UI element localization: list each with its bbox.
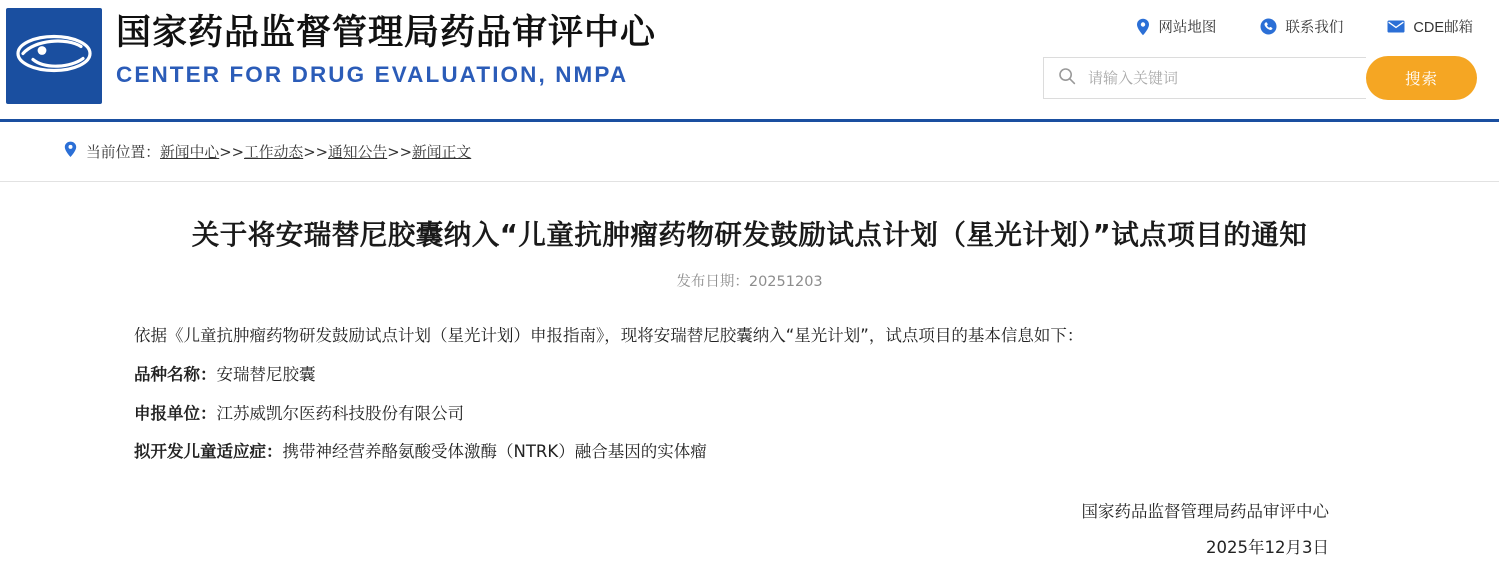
top-link-label: 网站地图 xyxy=(1158,20,1217,36)
article-body xyxy=(64,317,1435,472)
signature-date: 2025年12月3日 xyxy=(1206,538,1329,558)
publish-date-label: 发布日期： xyxy=(676,274,749,290)
mail-icon xyxy=(1387,20,1405,33)
field-key: 拟开发儿童适应症： xyxy=(134,442,283,462)
search-box[interactable] xyxy=(1043,57,1366,99)
top-link-contact[interactable] xyxy=(1260,16,1343,37)
search-input[interactable] xyxy=(1086,68,1336,88)
phone-icon xyxy=(1260,18,1277,35)
breadcrumb xyxy=(64,141,1435,163)
breadcrumb-sep: >> xyxy=(387,144,412,161)
search-button[interactable]: 搜索 xyxy=(1366,56,1477,100)
site-title-block xyxy=(116,12,656,88)
field-key: 申报单位： xyxy=(134,403,217,423)
breadcrumb-item-3[interactable]: 新闻正文 xyxy=(412,144,472,161)
article-field-2 xyxy=(134,433,1365,472)
location-pin-icon xyxy=(64,141,77,163)
field-value: 安瑞替尼胶囊 xyxy=(216,364,316,384)
field-value: 江苏威凯尔医药科技股份有限公司 xyxy=(216,403,464,423)
top-link-label: 联系我们 xyxy=(1285,20,1344,36)
top-link-label: CDE邮箱 xyxy=(1413,20,1473,36)
publish-date-value: 20251203 xyxy=(748,274,823,290)
header-right xyxy=(957,0,1477,100)
search-icon xyxy=(1058,67,1076,90)
article-signature xyxy=(64,494,1435,567)
field-key: 品种名称： xyxy=(134,364,217,384)
search-row xyxy=(957,56,1477,100)
breadcrumb-bar xyxy=(0,122,1499,182)
article-intro: 依据《儿童抗肿瘤药物研发鼓励试点计划（星光计划）申报指南》，现将安瑞替尼胶囊纳入“星光计划”，试点项目的基本信息如下： xyxy=(134,326,1084,345)
site-header xyxy=(0,0,1499,122)
breadcrumb-item-0[interactable]: 新闻中心 xyxy=(160,144,220,161)
top-link-sitemap[interactable] xyxy=(1136,16,1216,37)
breadcrumb-item-2[interactable]: 通知公告 xyxy=(328,144,388,161)
cde-emblem-icon xyxy=(15,26,93,87)
breadcrumb-item-1[interactable]: 工作动态 xyxy=(244,144,304,161)
location-pin-icon xyxy=(1136,18,1150,36)
breadcrumb-sep: >> xyxy=(303,144,328,161)
breadcrumb-sep: >> xyxy=(219,144,244,161)
page-title: 关于将安瑞替尼胶囊纳入“儿童抗肿瘤药物研发鼓励试点计划（星光计划）”试点项目的通知 xyxy=(191,219,1308,251)
publish-date xyxy=(64,270,1435,291)
article xyxy=(0,212,1499,567)
top-links xyxy=(957,0,1477,37)
cde-logo[interactable] xyxy=(6,8,102,104)
breadcrumb-label: 当前位置： xyxy=(86,144,160,161)
article-field-0 xyxy=(134,356,1365,395)
breadcrumb-text xyxy=(86,141,471,162)
field-value: 携带神经营养酪氨酸受体激酶（NTRK）融合基因的实体瘤 xyxy=(282,442,707,462)
site-title-cn: 国家药品监督管理局药品审评中心 xyxy=(116,13,657,53)
article-field-1 xyxy=(134,395,1365,434)
signature-org: 国家药品监督管理局药品审评中心 xyxy=(1081,502,1329,522)
top-link-mail[interactable] xyxy=(1387,16,1473,37)
site-title-en: CENTER FOR DRUG EVALUATION, NMPA xyxy=(116,61,629,87)
